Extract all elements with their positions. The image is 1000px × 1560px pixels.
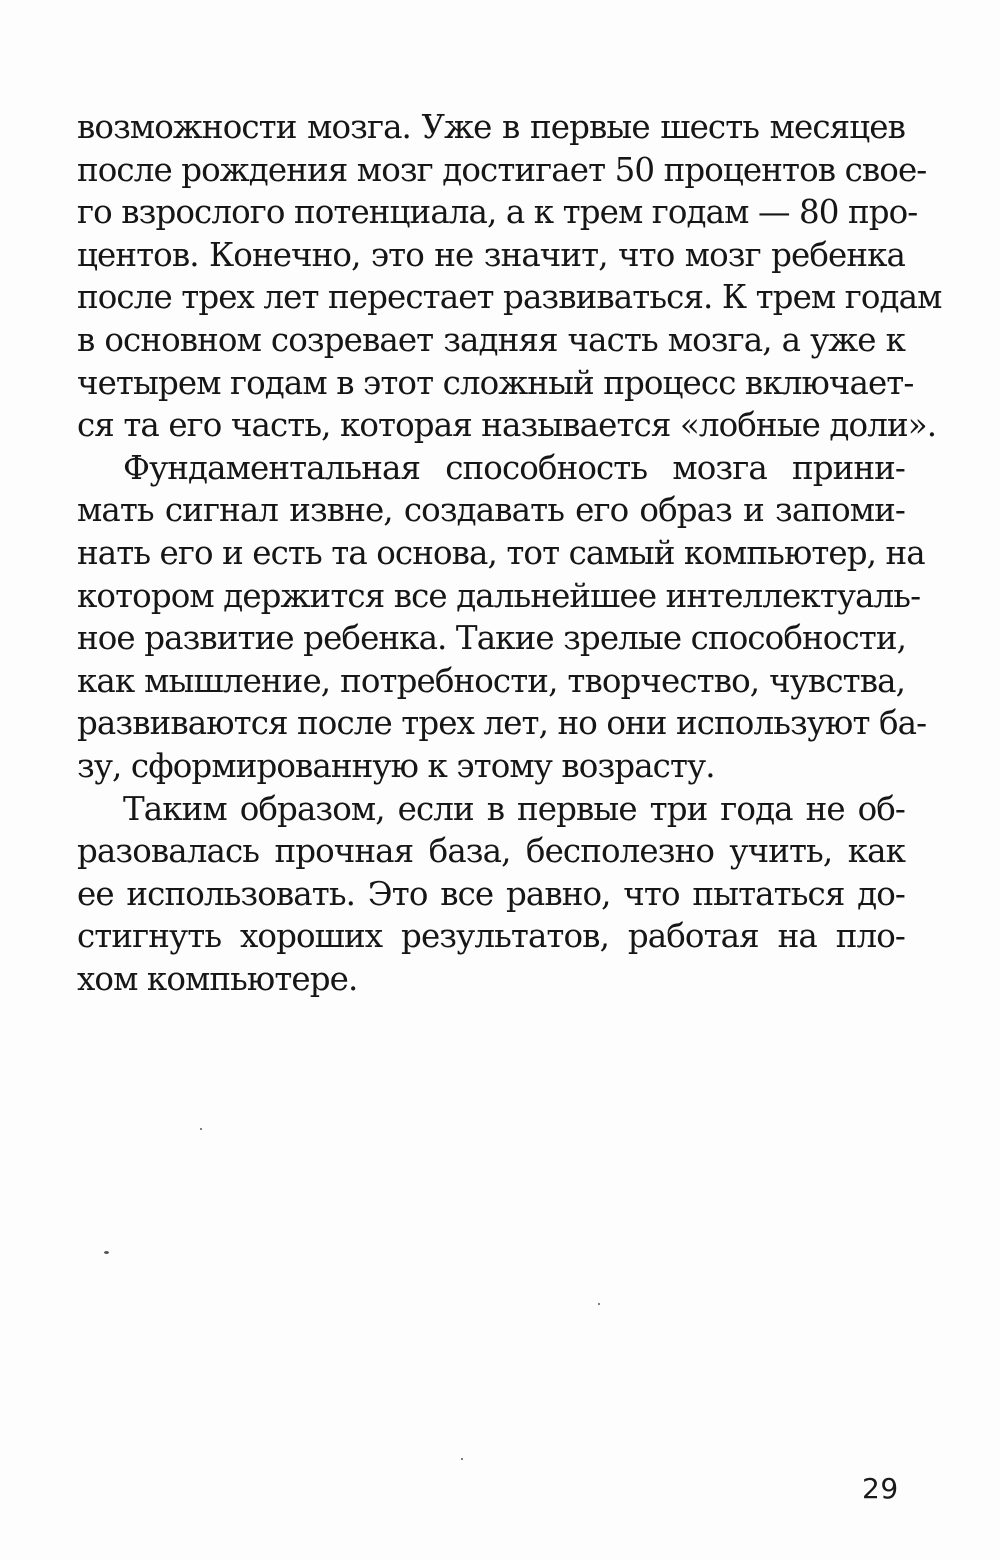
text-line: после рождения мозг достигает 50 процентов свое- — [77, 150, 927, 189]
text-line: развиваются после трех лет, но они используют ба- — [77, 704, 927, 743]
body-text — [77, 106, 942, 1000]
text-line: мать сигнал извне, создавать его образ и запоми- — [77, 491, 905, 530]
text-line: ное развитие ребенка. Такие зрелые способности, — [77, 619, 907, 658]
text-line: стигнуть хороших результатов, работая на пло- — [77, 917, 905, 956]
scan-speck — [598, 1303, 600, 1305]
text-line: го взрослого потенциала, а к трем годам — 80 про- — [77, 193, 918, 232]
page-number: 29 — [862, 1472, 899, 1505]
text-line: после трех лет перестает развиваться. К трем годам — [77, 278, 942, 317]
text-line: Фундаментальная способность мозга прини- — [123, 448, 905, 487]
text-line: нать его и есть та основа, тот самый компьютер, на — [77, 533, 925, 572]
text-line: зу, сформированную к этому возрасту. — [77, 746, 715, 785]
text-line: как мышление, потребности, творчество, чувства, — [77, 661, 905, 700]
text-line: разовалась прочная база, бесполезно учить, как — [77, 832, 905, 871]
paragraph-1 — [77, 106, 942, 447]
text-line: ся та его часть, которая называется «лобные доли». — [77, 406, 937, 445]
scan-speck — [104, 1251, 109, 1254]
text-line: центов. Конечно, это не значит, что мозг ребенка — [77, 235, 905, 274]
text-line: ее использовать. Это все равно, что пытаться до- — [77, 874, 905, 913]
text-line: четырем годам в этот сложный процесс включает- — [77, 363, 914, 402]
paragraph-2 — [77, 447, 927, 788]
text-line: котором держится все дальнейшее интеллектуаль- — [77, 576, 921, 615]
scan-speck — [200, 1128, 202, 1130]
text-line: в основном созревает задняя часть мозга, а уже к — [77, 320, 905, 359]
text-line: возможности мозга. Уже в первые шесть месяцев — [77, 108, 905, 146]
paragraph-3 — [77, 788, 905, 1001]
text-line: хом компьютере. — [77, 959, 358, 998]
text-line: Таким образом, если в первые три года не об- — [123, 789, 905, 828]
scan-speck — [461, 1458, 463, 1460]
